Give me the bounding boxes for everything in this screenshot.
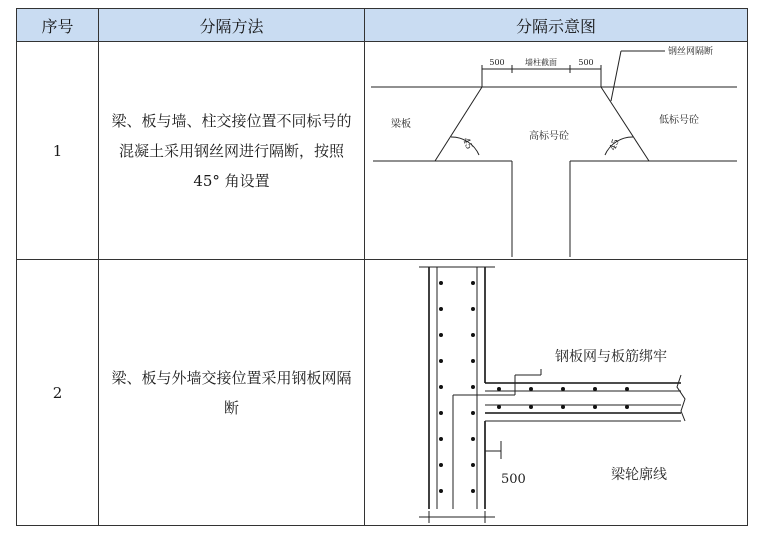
table-header-row	[17, 9, 748, 42]
rebar-dot	[561, 405, 565, 409]
rebar-dot	[593, 405, 597, 409]
row-number: 2	[17, 260, 99, 526]
dim-500-text: 500	[501, 471, 526, 487]
rebar-dot	[439, 385, 443, 389]
mesh-line-left	[435, 87, 482, 161]
rebar-dot	[529, 405, 533, 409]
rebar-dot	[439, 463, 443, 467]
rebar-dot	[439, 359, 443, 363]
diagram-cell	[365, 42, 748, 260]
row-method: 梁、板与外墙交接位置采用钢板网隔断	[99, 260, 365, 526]
rebar-dot	[471, 307, 475, 311]
rebar-dot	[471, 489, 475, 493]
break-mark	[677, 375, 685, 421]
rebar-dot	[439, 411, 443, 415]
label-high-grade: 高标号砼	[529, 130, 569, 142]
header-seq: 序号	[17, 9, 99, 42]
table-row	[17, 42, 748, 260]
rebar-dot	[471, 385, 475, 389]
wire-mesh-diagram	[365, 43, 747, 259]
rebar-dot	[625, 405, 629, 409]
rebar-dot	[471, 333, 475, 337]
steel-mesh-diagram	[365, 261, 747, 525]
rebar-dot	[471, 463, 475, 467]
rebar-dot	[439, 307, 443, 311]
rebar-dot	[471, 411, 475, 415]
separation-table	[16, 8, 748, 526]
rebar-dot	[439, 489, 443, 493]
dim-left-text: 500	[489, 57, 505, 67]
rebar-dot	[625, 387, 629, 391]
rebar-dot	[497, 387, 501, 391]
rebar-dot	[439, 333, 443, 337]
label-slab: 梁板	[391, 118, 411, 130]
dim-mid-text: 墙柱截面	[525, 57, 557, 67]
diagram-cell	[365, 260, 748, 526]
rebar-dot	[471, 437, 475, 441]
row-method: 梁、板与墙、柱交接位置不同标号的混凝土采用钢丝网进行隔断，按照 45° 角设置	[99, 42, 365, 260]
callout-leader	[611, 51, 621, 101]
rebar-dot	[471, 281, 475, 285]
callout-text: 钢丝网隔断	[668, 46, 714, 57]
header-diagram: 分隔示意图	[365, 9, 748, 42]
callout-text: 钢板网与板筋绑牢	[555, 348, 667, 365]
rebar-dots	[439, 281, 629, 493]
angle-right-text: 45	[608, 137, 622, 152]
row-number: 1	[17, 42, 99, 260]
rebar-dot	[529, 387, 533, 391]
table-row	[17, 260, 748, 526]
rebar-dot	[439, 281, 443, 285]
rebar-dot	[471, 359, 475, 363]
label-beam-outline: 梁轮廓线	[611, 466, 667, 483]
rebar-dot	[497, 405, 501, 409]
angle-left-text: 45	[460, 136, 474, 151]
rebar-dot	[593, 387, 597, 391]
header-method: 分隔方法	[99, 9, 365, 42]
rebar-dot	[439, 437, 443, 441]
rebar-dot	[561, 387, 565, 391]
dim-right-text: 500	[578, 57, 594, 67]
label-low-grade: 低标号砼	[659, 114, 699, 126]
